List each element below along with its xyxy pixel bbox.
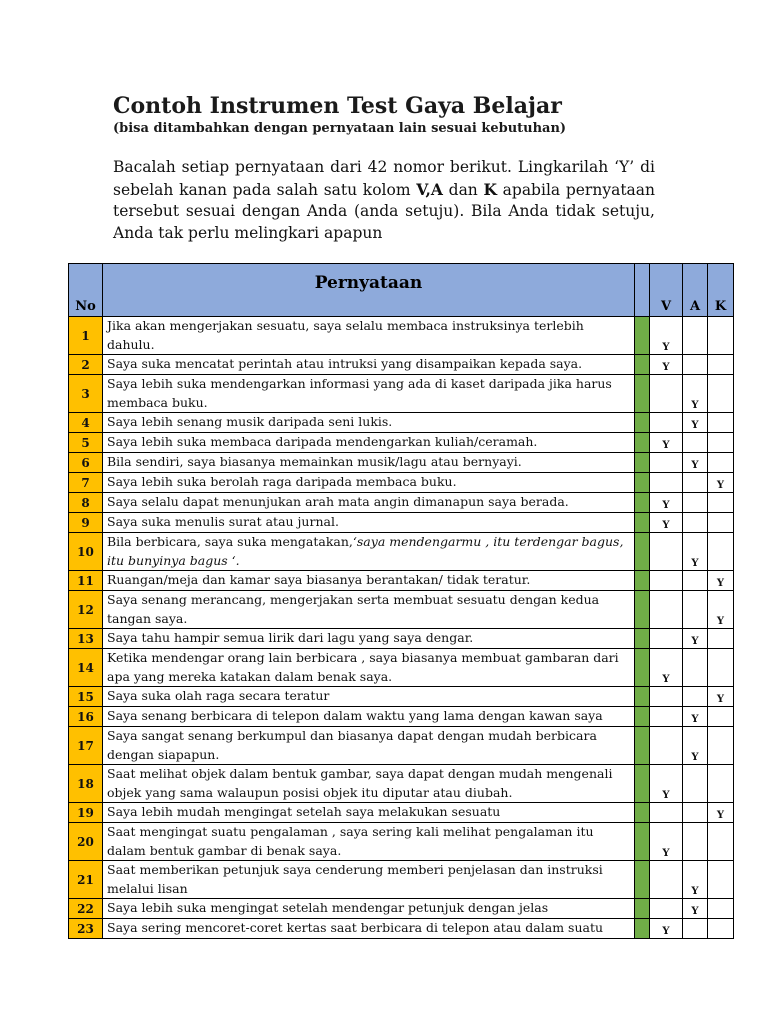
table-row xyxy=(69,861,734,899)
mark-cell-v[interactable] xyxy=(650,707,683,727)
statement-cell xyxy=(103,413,635,433)
green-strip-cell xyxy=(635,727,650,765)
statement-cell xyxy=(103,629,635,649)
green-strip-cell xyxy=(635,861,650,899)
row-number: 2 xyxy=(69,355,103,375)
statement-text: Saat melihat objek dalam bentuk gambar, saya dapat dengan mudah mengenali objek yang sama walaupun posisi objek itu diputar atau diubah. xyxy=(107,766,613,800)
mark-cell-a[interactable] xyxy=(683,591,708,629)
statement-text: Saya selalu dapat menunjukan arah mata angin dimanapun saya berada. xyxy=(107,494,569,509)
statement-cell xyxy=(103,727,635,765)
mark-cell-k[interactable] xyxy=(708,317,734,355)
table-row xyxy=(69,375,734,413)
statement-text: Saya suka menulis surat atau jurnal. xyxy=(107,514,339,529)
statement-text: Saat mengingat suatu pengalaman , saya sering kali melihat pengalaman itu dalam bentuk gambar di benak saya. xyxy=(107,824,594,858)
row-number: 20 xyxy=(69,823,103,861)
statement-text: Ketika mendengar orang lain berbicara , saya biasanya membuat gambaran dari apa yang mereka katakan dalam benak saya. xyxy=(107,650,619,684)
table-header-row xyxy=(69,264,734,317)
row-number: 15 xyxy=(69,687,103,707)
mark-cell-a[interactable] xyxy=(683,919,708,939)
mark-cell-v[interactable] xyxy=(650,375,683,413)
statement-cell xyxy=(103,707,635,727)
mark-cell-a[interactable] xyxy=(683,649,708,687)
green-strip-cell xyxy=(635,473,650,493)
mark-cell-v[interactable] xyxy=(650,727,683,765)
column-header-a: A xyxy=(683,264,708,317)
mark-cell-k[interactable] xyxy=(708,707,734,727)
mark-cell-k[interactable] xyxy=(708,629,734,649)
mark-cell-a[interactable]: Y xyxy=(683,629,708,649)
mark-cell-a[interactable] xyxy=(683,687,708,707)
instructions-paragraph xyxy=(113,157,655,244)
green-strip-cell xyxy=(635,433,650,453)
statement-cell xyxy=(103,687,635,707)
column-header-statement: Pernyataan xyxy=(103,264,635,317)
table-row xyxy=(69,649,734,687)
table-row xyxy=(69,687,734,707)
statement-text: Saya tahu hampir semua lirik dari lagu yang saya dengar. xyxy=(107,630,474,645)
table-row xyxy=(69,355,734,375)
row-number: 4 xyxy=(69,413,103,433)
statement-quote: ‘saya mendengarmu , itu terdengar bagus, itu bunyinya bagus ‘. xyxy=(107,534,624,568)
statement-text: Saya lebih suka membaca daripada mendengarkan kuliah/ceramah. xyxy=(107,434,538,449)
statement-text: Saya senang berbicara di telepon dalam waktu yang lama dengan kawan saya xyxy=(107,708,603,723)
row-number: 1 xyxy=(69,317,103,355)
mark-cell-a[interactable]: Y xyxy=(683,861,708,899)
mark-cell-a[interactable] xyxy=(683,765,708,803)
mark-cell-a[interactable]: Y xyxy=(683,727,708,765)
green-strip-cell xyxy=(635,375,650,413)
instructions-text-3: apabila pernyataan tersebut sesuai dengan Anda (anda setuju). Bila Anda tidak setuju, Anda tak perlu melingkari apapun xyxy=(113,180,656,242)
statement-cell xyxy=(103,533,635,571)
statement-cell xyxy=(103,453,635,473)
questionnaire-table xyxy=(68,263,734,939)
mark-cell-k[interactable] xyxy=(708,919,734,939)
instructions-column-k: K xyxy=(483,179,497,199)
row-number: 18 xyxy=(69,765,103,803)
green-strip-cell xyxy=(635,687,650,707)
row-number: 3 xyxy=(69,375,103,413)
mark-cell-a[interactable]: Y xyxy=(683,899,708,919)
statement-text: Bila sendiri, saya biasanya memainkan musik/lagu atau bernyayi. xyxy=(107,454,522,469)
mark-cell-v[interactable]: Y xyxy=(650,493,683,513)
row-number: 17 xyxy=(69,727,103,765)
row-number: 14 xyxy=(69,649,103,687)
green-strip-cell xyxy=(635,707,650,727)
mark-cell-v[interactable] xyxy=(650,473,683,493)
mark-cell-a[interactable]: Y xyxy=(683,453,708,473)
mark-cell-a[interactable]: Y xyxy=(683,533,708,571)
mark-cell-k[interactable]: Y xyxy=(708,803,734,823)
green-strip-cell xyxy=(635,803,650,823)
statement-cell xyxy=(103,899,635,919)
green-strip-cell xyxy=(635,355,650,375)
row-number: 9 xyxy=(69,513,103,533)
table-row xyxy=(69,591,734,629)
table-row xyxy=(69,493,734,513)
mark-cell-v[interactable] xyxy=(650,629,683,649)
table-row xyxy=(69,899,734,919)
mark-cell-v[interactable]: Y xyxy=(650,765,683,803)
mark-cell-k[interactable] xyxy=(708,899,734,919)
statement-text: Saya suka mencatat perintah atau intruksi yang disampaikan kepada saya. xyxy=(107,356,583,371)
table-row xyxy=(69,433,734,453)
mark-cell-k[interactable] xyxy=(708,727,734,765)
mark-cell-v[interactable]: Y xyxy=(650,919,683,939)
green-strip-cell xyxy=(635,533,650,571)
green-strip-cell xyxy=(635,823,650,861)
page-subtitle: (bisa ditambahkan dengan pernyataan lain sesuai kebutuhan) xyxy=(113,121,567,136)
mark-cell-a[interactable] xyxy=(683,317,708,355)
table-row xyxy=(69,803,734,823)
mark-cell-k[interactable] xyxy=(708,513,734,533)
mark-cell-v[interactable] xyxy=(650,591,683,629)
mark-cell-v[interactable] xyxy=(650,413,683,433)
mark-cell-a[interactable] xyxy=(683,803,708,823)
mark-cell-a[interactable] xyxy=(683,493,708,513)
green-strip-cell xyxy=(635,493,650,513)
mark-cell-k[interactable]: Y xyxy=(708,571,734,591)
row-number: 13 xyxy=(69,629,103,649)
statement-cell xyxy=(103,355,635,375)
statement-cell xyxy=(103,919,635,939)
statement-text: Saya lebih senang musik daripada seni lukis. xyxy=(107,414,393,429)
mark-cell-k[interactable] xyxy=(708,823,734,861)
row-number: 5 xyxy=(69,433,103,453)
green-strip-cell xyxy=(635,413,650,433)
instructions-text-2: dan xyxy=(442,180,484,199)
mark-cell-v[interactable] xyxy=(650,571,683,591)
statement-text: Jika akan mengerjakan sesuatu, saya selalu membaca instruksinya terlebih dahulu. xyxy=(107,318,584,352)
page-title: Contoh Instrumen Test Gaya Belajar xyxy=(113,93,562,119)
column-header-strip xyxy=(635,264,650,317)
table-row xyxy=(69,453,734,473)
column-header-v: V xyxy=(650,264,683,317)
statement-text: Saya lebih suka mendengarkan informasi yang ada di kaset daripada jika harus membaca buku. xyxy=(107,376,612,410)
statement-cell xyxy=(103,765,635,803)
statement-cell xyxy=(103,317,635,355)
mark-cell-v[interactable]: Y xyxy=(650,513,683,533)
table-row xyxy=(69,413,734,433)
statement-text: Saya lebih suka mengingat setelah mendengar petunjuk dengan jelas xyxy=(107,900,549,915)
mark-cell-k[interactable] xyxy=(708,861,734,899)
statement-cell xyxy=(103,591,635,629)
mark-cell-a[interactable]: Y xyxy=(683,707,708,727)
statement-text: Saat memberikan petunjuk saya cenderung memberi penjelasan dan instruksi melalui lisan xyxy=(107,862,603,896)
mark-cell-k[interactable] xyxy=(708,533,734,571)
mark-cell-a[interactable] xyxy=(683,823,708,861)
mark-cell-a[interactable]: Y xyxy=(683,375,708,413)
mark-cell-v[interactable] xyxy=(650,533,683,571)
table-row xyxy=(69,707,734,727)
mark-cell-k[interactable] xyxy=(708,493,734,513)
statement-cell xyxy=(103,803,635,823)
mark-cell-k[interactable]: Y xyxy=(708,591,734,629)
column-header-no: No xyxy=(69,264,103,317)
mark-cell-a[interactable] xyxy=(683,355,708,375)
statement-cell xyxy=(103,861,635,899)
statement-text: Saya senang merancang, mengerjakan serta membuat sesuatu dengan kedua tangan saya. xyxy=(107,592,600,626)
mark-cell-v[interactable] xyxy=(650,687,683,707)
table-row xyxy=(69,513,734,533)
statement-cell xyxy=(103,433,635,453)
mark-cell-k[interactable]: Y xyxy=(708,687,734,707)
row-number: 23 xyxy=(69,919,103,939)
mark-cell-a[interactable]: Y xyxy=(683,413,708,433)
mark-cell-k[interactable] xyxy=(708,413,734,433)
statement-text: Ruangan/meja dan kamar saya biasanya berantakan/ tidak teratur. xyxy=(107,572,531,587)
statement-text: Bila berbicara, saya suka mengatakan, xyxy=(107,534,353,549)
mark-cell-k[interactable] xyxy=(708,649,734,687)
statement-text: Saya sering mencoret-coret kertas saat berbicara di telepon atau dalam suatu xyxy=(107,920,604,935)
row-number: 19 xyxy=(69,803,103,823)
statement-cell xyxy=(103,571,635,591)
statement-text: Saya lebih suka berolah raga daripada membaca buku. xyxy=(107,474,457,489)
mark-cell-v[interactable] xyxy=(650,453,683,473)
mark-cell-a[interactable] xyxy=(683,473,708,493)
green-strip-cell xyxy=(635,513,650,533)
mark-cell-a[interactable] xyxy=(683,433,708,453)
mark-cell-v[interactable]: Y xyxy=(650,649,683,687)
mark-cell-k[interactable] xyxy=(708,765,734,803)
table-row xyxy=(69,727,734,765)
mark-cell-k[interactable] xyxy=(708,375,734,413)
row-number: 6 xyxy=(69,453,103,473)
table-row xyxy=(69,571,734,591)
mark-cell-v[interactable]: Y xyxy=(650,355,683,375)
green-strip-cell xyxy=(635,919,650,939)
statement-cell xyxy=(103,473,635,493)
green-strip-cell xyxy=(635,765,650,803)
mark-cell-v[interactable]: Y xyxy=(650,823,683,861)
mark-cell-k[interactable] xyxy=(708,453,734,473)
table-row xyxy=(69,629,734,649)
table-row xyxy=(69,533,734,571)
instructions-columns-va: V,A xyxy=(416,179,443,199)
statement-text: Saya sangat senang berkumpul dan biasanya dapat dengan mudah berbicara dengan siapapun. xyxy=(107,728,597,762)
green-strip-cell xyxy=(635,317,650,355)
table-row xyxy=(69,317,734,355)
mark-cell-v[interactable]: Y xyxy=(650,317,683,355)
mark-cell-k[interactable] xyxy=(708,355,734,375)
statement-cell xyxy=(103,493,635,513)
green-strip-cell xyxy=(635,571,650,591)
table-row xyxy=(69,823,734,861)
row-number: 8 xyxy=(69,493,103,513)
row-number: 12 xyxy=(69,591,103,629)
green-strip-cell xyxy=(635,453,650,473)
mark-cell-v[interactable] xyxy=(650,899,683,919)
row-number: 7 xyxy=(69,473,103,493)
row-number: 11 xyxy=(69,571,103,591)
row-number: 10 xyxy=(69,533,103,571)
column-header-k: K xyxy=(708,264,734,317)
statement-cell xyxy=(103,375,635,413)
green-strip-cell xyxy=(635,591,650,629)
statement-text: Saya lebih mudah mengingat setelah saya melakukan sesuatu xyxy=(107,804,501,819)
table-row xyxy=(69,473,734,493)
statement-text: Saya suka olah raga secara teratur xyxy=(107,688,330,703)
mark-cell-a[interactable] xyxy=(683,571,708,591)
green-strip-cell xyxy=(635,649,650,687)
mark-cell-v[interactable] xyxy=(650,803,683,823)
statement-cell xyxy=(103,513,635,533)
statement-cell xyxy=(103,649,635,687)
table-row xyxy=(69,765,734,803)
mark-cell-k[interactable]: Y xyxy=(708,473,734,493)
statement-cell xyxy=(103,823,635,861)
green-strip-cell xyxy=(635,629,650,649)
mark-cell-v[interactable] xyxy=(650,861,683,899)
row-number: 22 xyxy=(69,899,103,919)
mark-cell-a[interactable] xyxy=(683,513,708,533)
instructions-text-1: Bacalah setiap pernyataan dari 42 nomor berikut. Lingkarilah ‘Y’ di sebelah kanan pada salah satu kolom xyxy=(113,158,655,199)
table-row xyxy=(69,919,734,939)
row-number: 16 xyxy=(69,707,103,727)
green-strip-cell xyxy=(635,899,650,919)
mark-cell-k[interactable] xyxy=(708,433,734,453)
row-number: 21 xyxy=(69,861,103,899)
mark-cell-v[interactable]: Y xyxy=(650,433,683,453)
